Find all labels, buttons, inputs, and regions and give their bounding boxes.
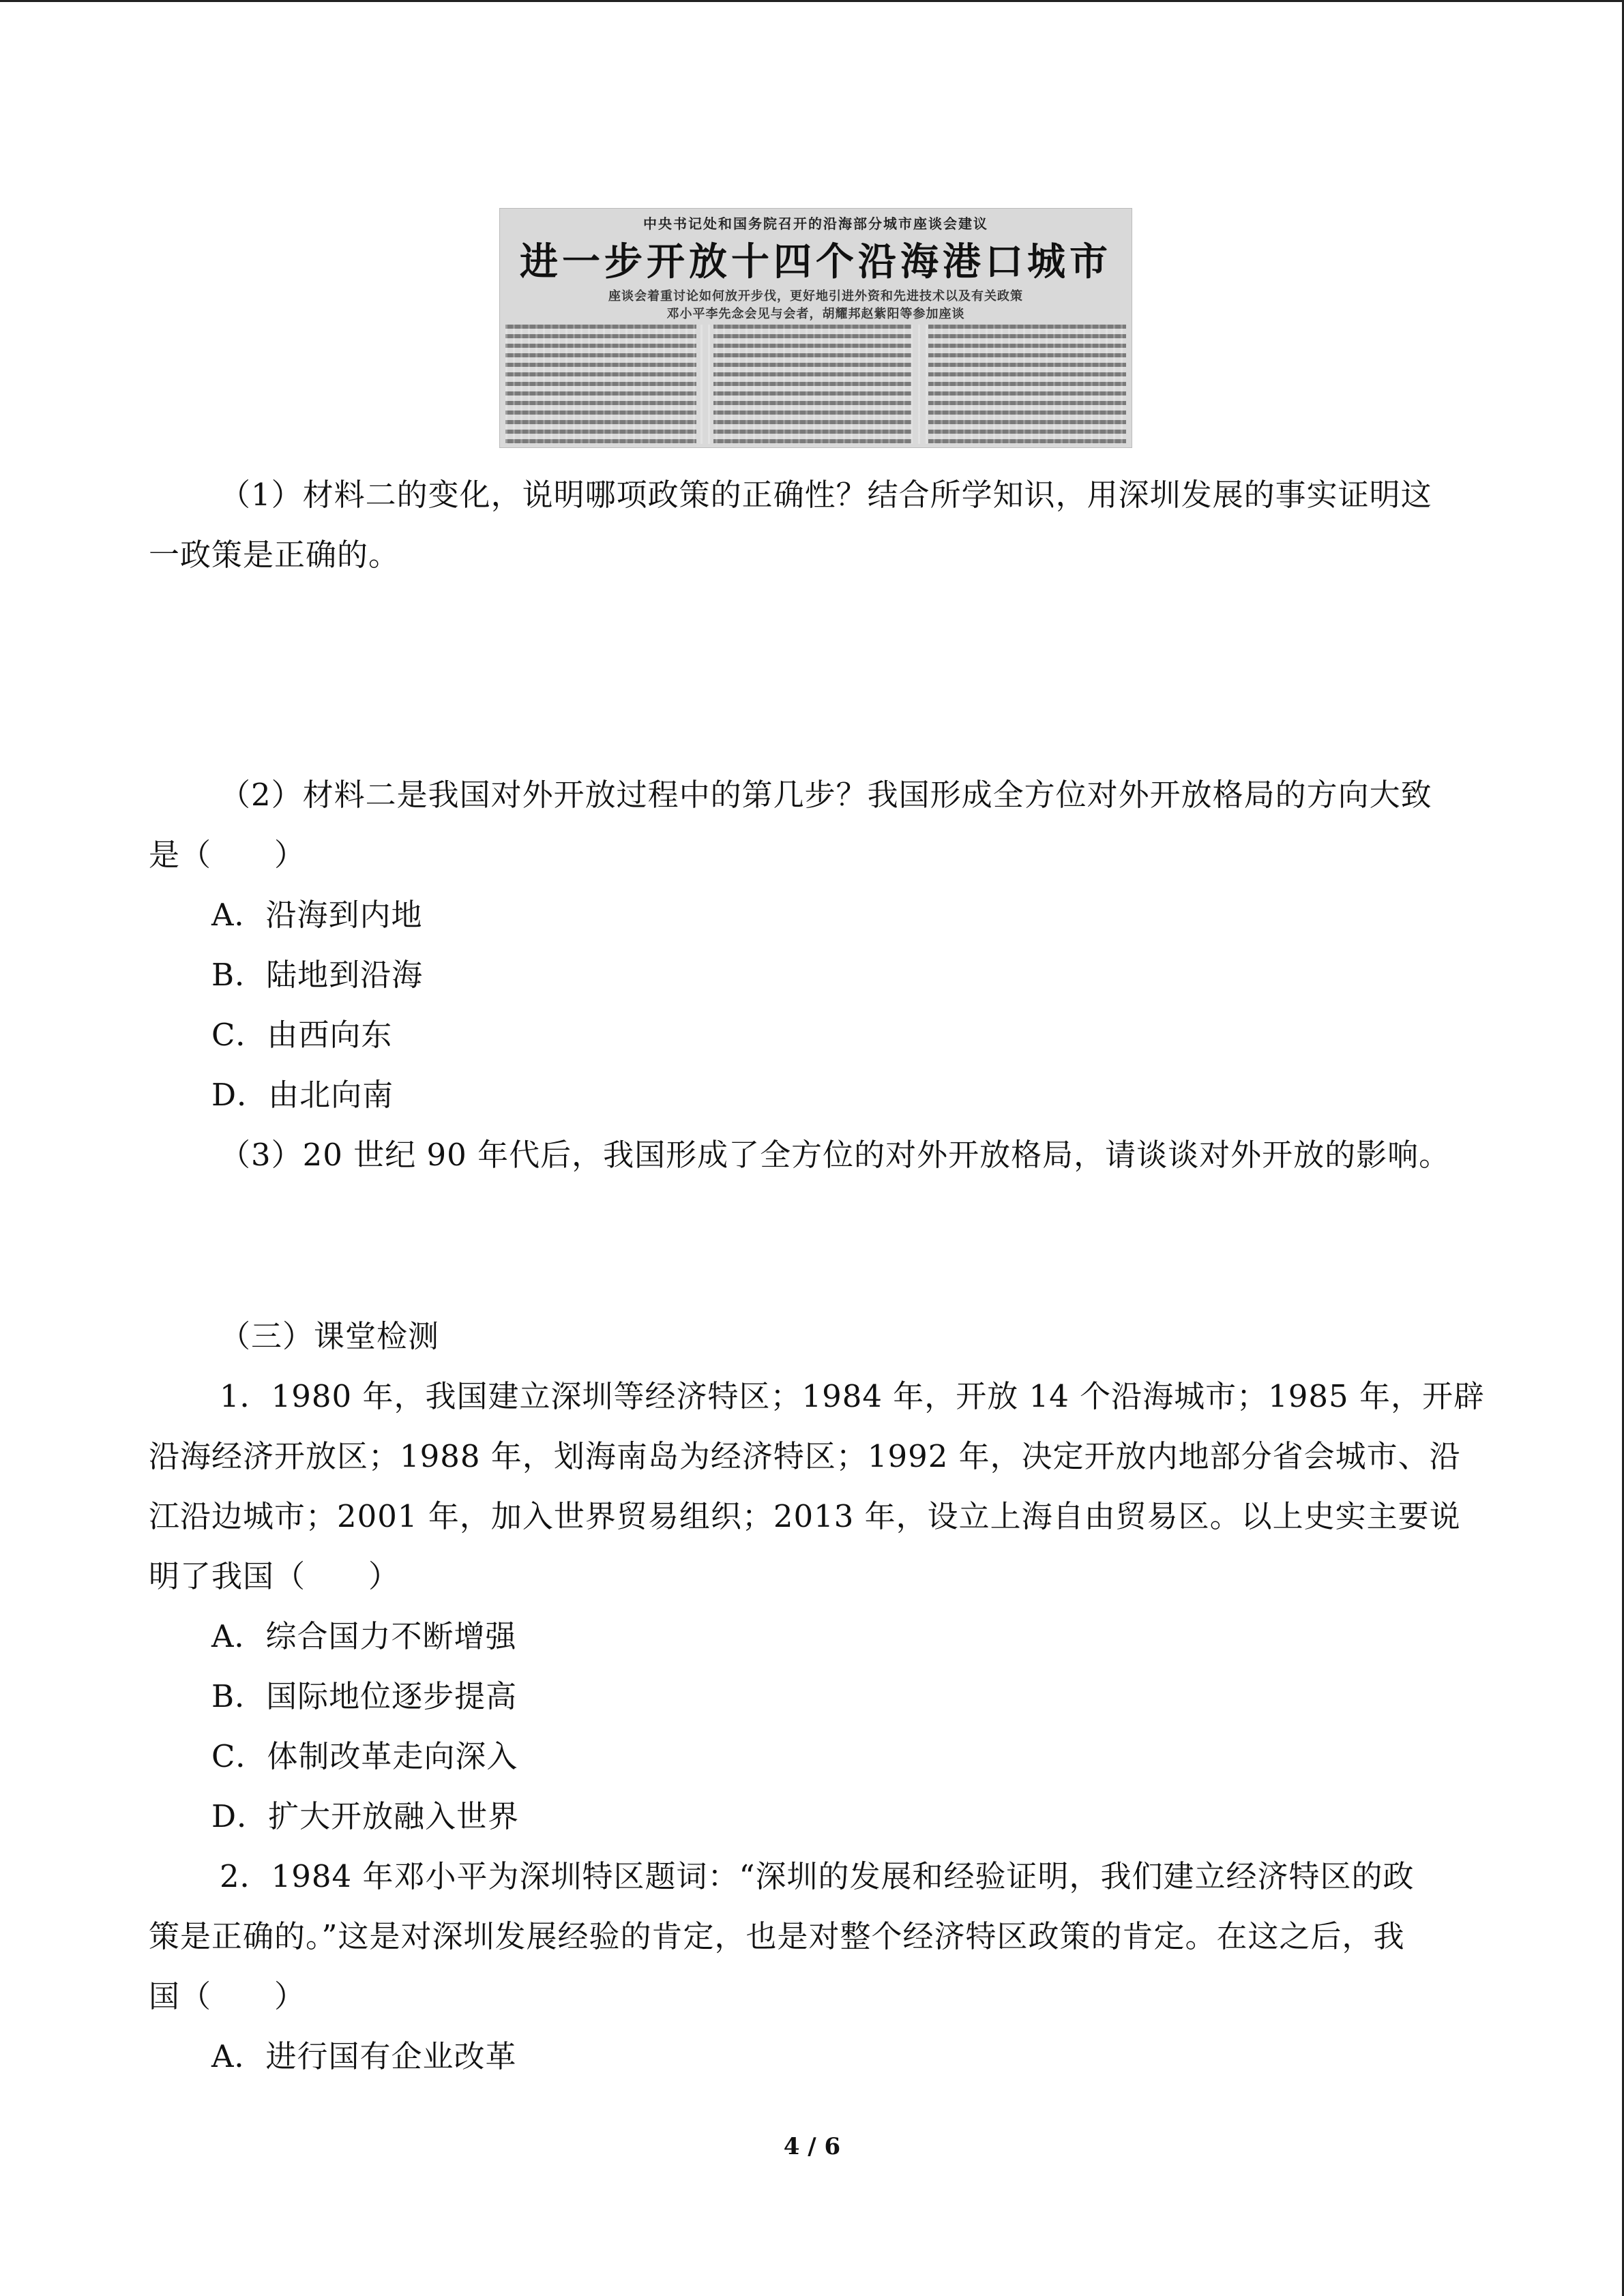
clipping-subline: 座谈会着重讨论如何放开步伐，更好地引进外资和先进技术以及有关政策 — [608, 289, 1023, 303]
option-a: A．综合国力不断增强 — [211, 1618, 517, 1654]
option-a: A．沿海到内地 — [211, 897, 423, 933]
exercise-2-text: 国（ ） — [149, 1978, 306, 2014]
section-heading: （三）课堂检测 — [220, 1318, 440, 1354]
question-1-text: 一政策是正确的。 — [149, 537, 400, 573]
option-b: B．国际地位逐步提高 — [211, 1678, 518, 1714]
exercise-2-text: 策是正确的。”这是对深圳发展经验的肯定，也是对整个经济特区政策的肯定。在这之后，我 — [149, 1918, 1405, 1954]
newspaper-clipping-image — [499, 208, 1132, 448]
clipping-subline: 邓小平李先念会见与会者，胡耀邦赵紫阳等参加座谈 — [666, 307, 965, 321]
option-d: D．扩大开放融入世界 — [211, 1798, 520, 1834]
exercise-2-text: 2．1984 年邓小平为深圳特区题词：“深圳的发展和经验证明，我们建立经济特区的政 — [220, 1858, 1415, 1894]
page-border-top — [0, 0, 1624, 2]
option-d: D．由北向南 — [211, 1077, 394, 1113]
exercise-1-text: 沿海经济开放区；1988 年，划海南岛为经济特区；1992 年，决定开放内地部分省会城市、沿 — [149, 1438, 1461, 1474]
option-b: B．陆地到沿海 — [211, 957, 424, 993]
clipping-body-text — [505, 325, 1126, 444]
question-2-text: （2）材料二是我国对外开放过程中的第几步？我国形成全方位对外开放格局的方向大致 — [220, 777, 1432, 813]
exercise-1-text: 明了我国（ ） — [149, 1558, 400, 1594]
option-c: C．体制改革走向深入 — [211, 1738, 518, 1774]
exercise-1-text: 1．1980 年，我国建立深圳等经济特区；1984 年，开放 14 个沿海城市；1985 年，开辟 — [220, 1378, 1485, 1414]
exercise-1-text: 江沿边城市；2001 年，加入世界贸易组织；2013 年，设立上海自由贸易区。以上史实主要说 — [149, 1498, 1461, 1534]
option-c: C．由西向东 — [211, 1017, 393, 1053]
page-number: 4 / 6 — [783, 2133, 841, 2160]
clipping-headline: 进一步开放十四个沿海港口城市 — [520, 240, 1112, 284]
question-1-text: （1）材料二的变化，说明哪项政策的正确性？结合所学知识，用深圳发展的事实证明这 — [220, 477, 1432, 513]
question-2-text: 是（ ） — [149, 837, 306, 873]
clipping-header: 中央书记处和国务院召开的沿海部分城市座谈会建议 — [643, 215, 988, 232]
question-3-text: （3）20 世纪 90 年代后，我国形成了全方位的对外开放格局，请谈谈对外开放的影响。 — [220, 1137, 1451, 1173]
clipping-texture — [505, 325, 1126, 444]
option-a: A．进行国有企业改革 — [211, 2038, 517, 2074]
